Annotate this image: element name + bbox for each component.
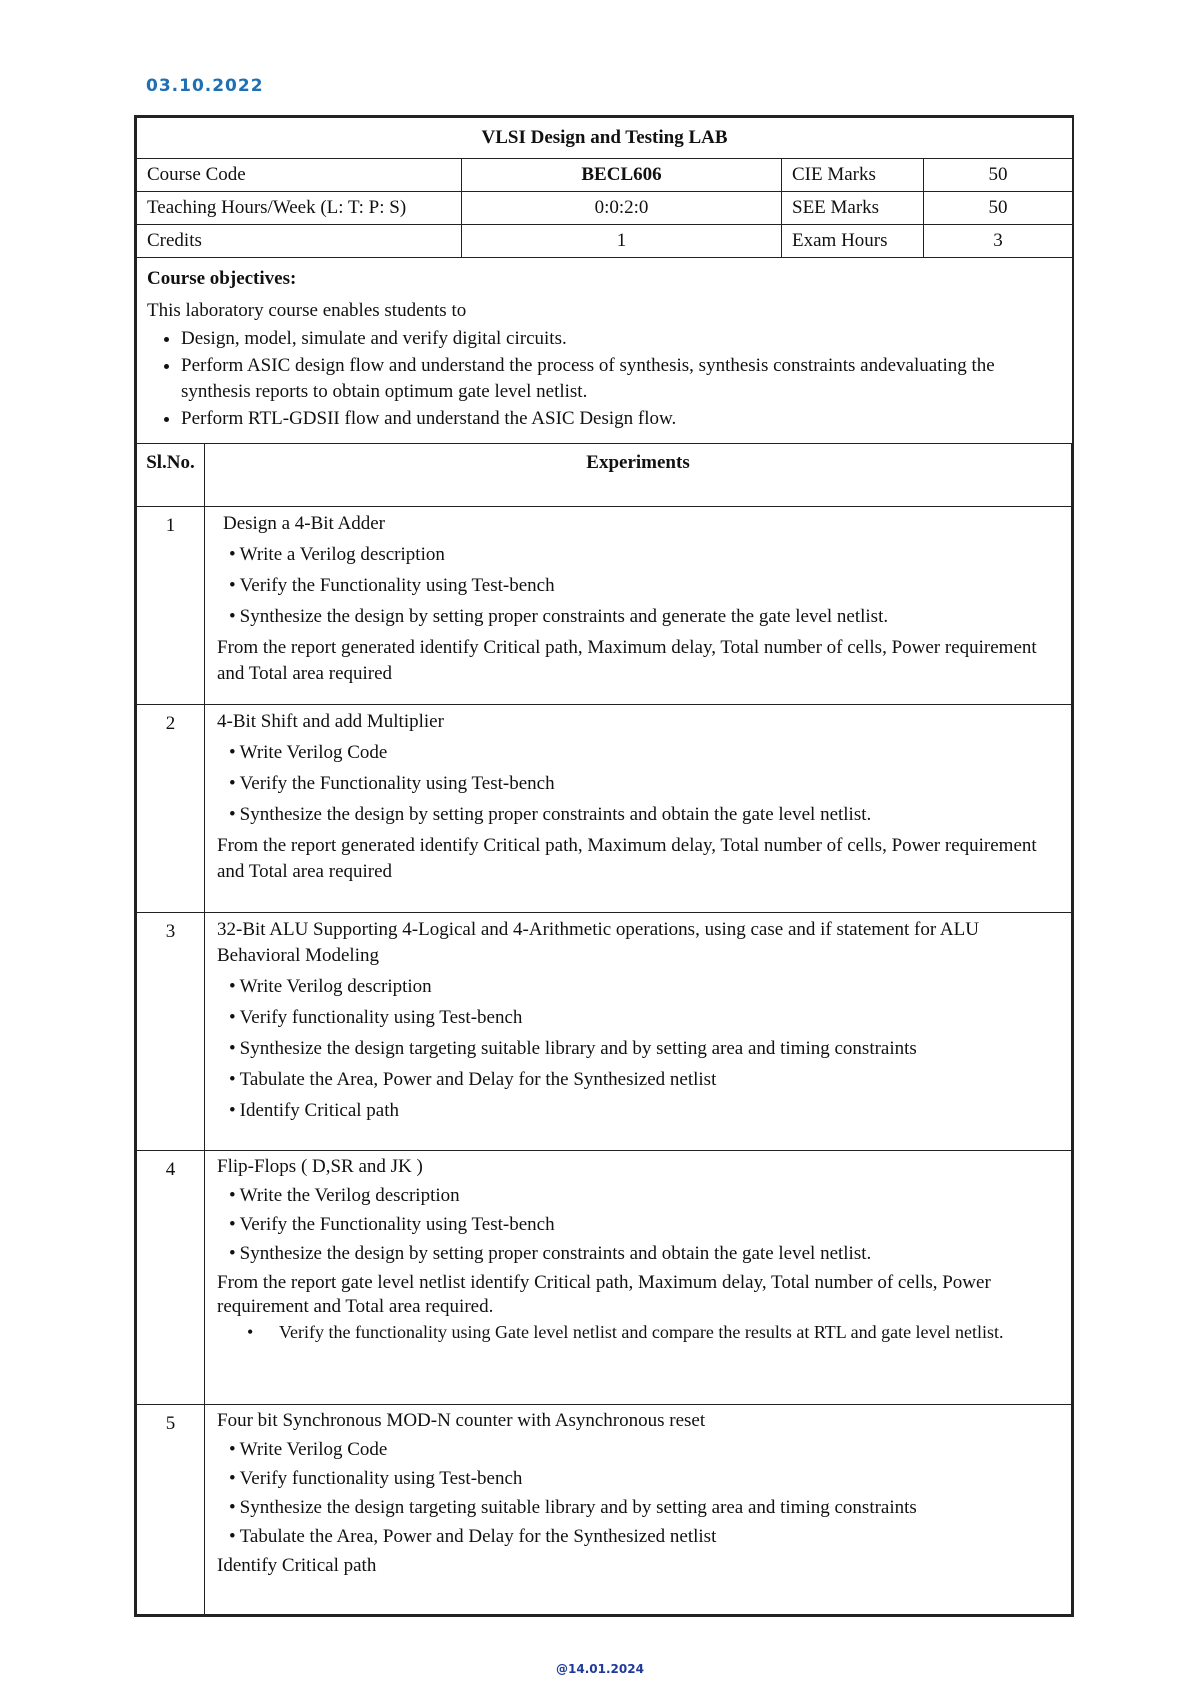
experiment-bullet: • Verify the Functionality using Test-bench <box>217 1213 1061 1237</box>
course-code-value: BECL606 <box>462 159 782 192</box>
document-date: 03.10.2022 <box>146 76 264 96</box>
footer-stamp: @14.01.2024 <box>556 1662 644 1676</box>
objectives-intro: This laboratory course enables students to <box>147 300 467 321</box>
exam-hours-label: Exam Hours <box>782 225 924 258</box>
slno-header: Sl.No. <box>137 444 205 507</box>
table-row <box>137 1405 1072 1615</box>
experiment-note: From the report generated identify Critical path, Maximum delay, Total number of cells, Power requirement and Total area required <box>217 835 1037 882</box>
course-code-label: Course Code <box>137 159 462 192</box>
objective-item: • Design, model, simulate and verify digital circuits. <box>181 326 1062 352</box>
experiment-bullet: • Write Verilog description <box>217 974 1061 1000</box>
experiment-content <box>205 507 1072 705</box>
credits-value: 1 <box>462 225 782 258</box>
experiment-bullet: • Synthesize the design by setting proper constraints and obtain the gate level netlist. <box>217 1242 1061 1266</box>
experiment-bullet: • Write the Verilog description <box>217 1184 1061 1208</box>
experiment-content <box>205 913 1072 1151</box>
syllabus-table <box>134 115 1074 1617</box>
objective-item: • Perform ASIC design flow and understand the process of synthesis, synthesis constraints andevaluating the synthesis reports to obtain optimum gate level netlist. <box>181 353 1062 405</box>
cie-marks-label: CIE Marks <box>782 159 924 192</box>
experiment-bullet: • Synthesize the design by setting proper constraints and obtain the gate level netlist. <box>217 802 1061 828</box>
experiment-sub-bullet: • Verify the functionality using Gate level netlist and compare the results at RTL and gate level netlist. <box>217 1321 1061 1344</box>
experiment-title: Four bit Synchronous MOD-N counter with Asynchronous reset <box>217 1410 706 1431</box>
experiment-title: Flip-Flops ( D,SR and JK ) <box>217 1156 423 1177</box>
experiments-table <box>136 443 1072 1615</box>
course-info-row <box>137 192 1073 225</box>
see-marks-label: SEE Marks <box>782 192 924 225</box>
experiment-content <box>205 1151 1072 1405</box>
experiment-bullet: • Verify functionality using Test-bench <box>217 1467 1061 1491</box>
exam-hours-value: 3 <box>924 225 1073 258</box>
experiment-bullet: • Verify the Functionality using Test-bench <box>217 771 1061 797</box>
experiment-content <box>205 1405 1072 1615</box>
experiment-title: 32-Bit ALU Supporting 4-Logical and 4-Arithmetic operations, using case and if statement for ALU Behavioral Modeling <box>217 919 979 966</box>
experiment-title: Design a 4-Bit Adder <box>223 513 386 534</box>
experiments-header-row <box>137 444 1072 507</box>
objectives-list <box>147 326 1062 432</box>
experiment-bullet: • Verify functionality using Test-bench <box>217 1005 1061 1031</box>
course-info-table <box>136 117 1073 444</box>
experiment-number: 4 <box>137 1151 205 1405</box>
see-marks-value: 50 <box>924 192 1073 225</box>
course-info-row <box>137 159 1073 192</box>
experiment-number: 3 <box>137 913 205 1151</box>
experiment-bullet: • Write Verilog Code <box>217 1438 1061 1462</box>
experiment-bullet: • Tabulate the Area, Power and Delay for the Synthesized netlist <box>217 1525 1061 1549</box>
teaching-hours-label: Teaching Hours/Week (L: T: P: S) <box>137 192 462 225</box>
experiment-note: Identify Critical path <box>217 1555 377 1576</box>
experiment-bullet: • Synthesize the design targeting suitable library and by setting area and timing constraints <box>217 1036 1061 1062</box>
experiment-bullet: • Synthesize the design targeting suitable library and by setting area and timing constraints <box>217 1496 1061 1520</box>
experiment-number: 1 <box>137 507 205 705</box>
experiment-note: From the report generated identify Critical path, Maximum delay, Total number of cells, Power requirement and Total area required <box>217 637 1037 684</box>
experiment-bullet: • Write Verilog Code <box>217 740 1061 766</box>
experiment-number: 5 <box>137 1405 205 1615</box>
experiment-bullet: • Identify Critical path <box>217 1098 1061 1124</box>
credits-label: Credits <box>137 225 462 258</box>
objective-item: • Perform RTL-GDSII flow and understand the ASIC Design flow. <box>181 406 1062 432</box>
cie-marks-value: 50 <box>924 159 1073 192</box>
experiment-bullet: • Tabulate the Area, Power and Delay for the Synthesized netlist <box>217 1067 1061 1093</box>
experiment-bullet: • Write a Verilog description <box>217 542 1061 568</box>
experiment-bullet: • Synthesize the design by setting proper constraints and generate the gate level netlist. <box>217 604 1061 630</box>
experiments-header: Experiments <box>205 444 1072 507</box>
experiment-content <box>205 705 1072 913</box>
experiment-bullet: • Verify the Functionality using Test-bench <box>217 573 1061 599</box>
course-title: VLSI Design and Testing LAB <box>137 118 1073 159</box>
table-row <box>137 705 1072 913</box>
table-row <box>137 507 1072 705</box>
experiment-title: 4-Bit Shift and add Multiplier <box>217 711 444 732</box>
table-row <box>137 1151 1072 1405</box>
experiment-number: 2 <box>137 705 205 913</box>
teaching-hours-value: 0:0:2:0 <box>462 192 782 225</box>
table-row <box>137 913 1072 1151</box>
course-info-row <box>137 225 1073 258</box>
objectives-heading: Course objectives: <box>147 268 297 289</box>
experiment-note: From the report gate level netlist identify Critical path, Maximum delay, Total number of cells, Power requirement and Total area required. <box>217 1272 991 1317</box>
course-objectives <box>137 258 1073 444</box>
